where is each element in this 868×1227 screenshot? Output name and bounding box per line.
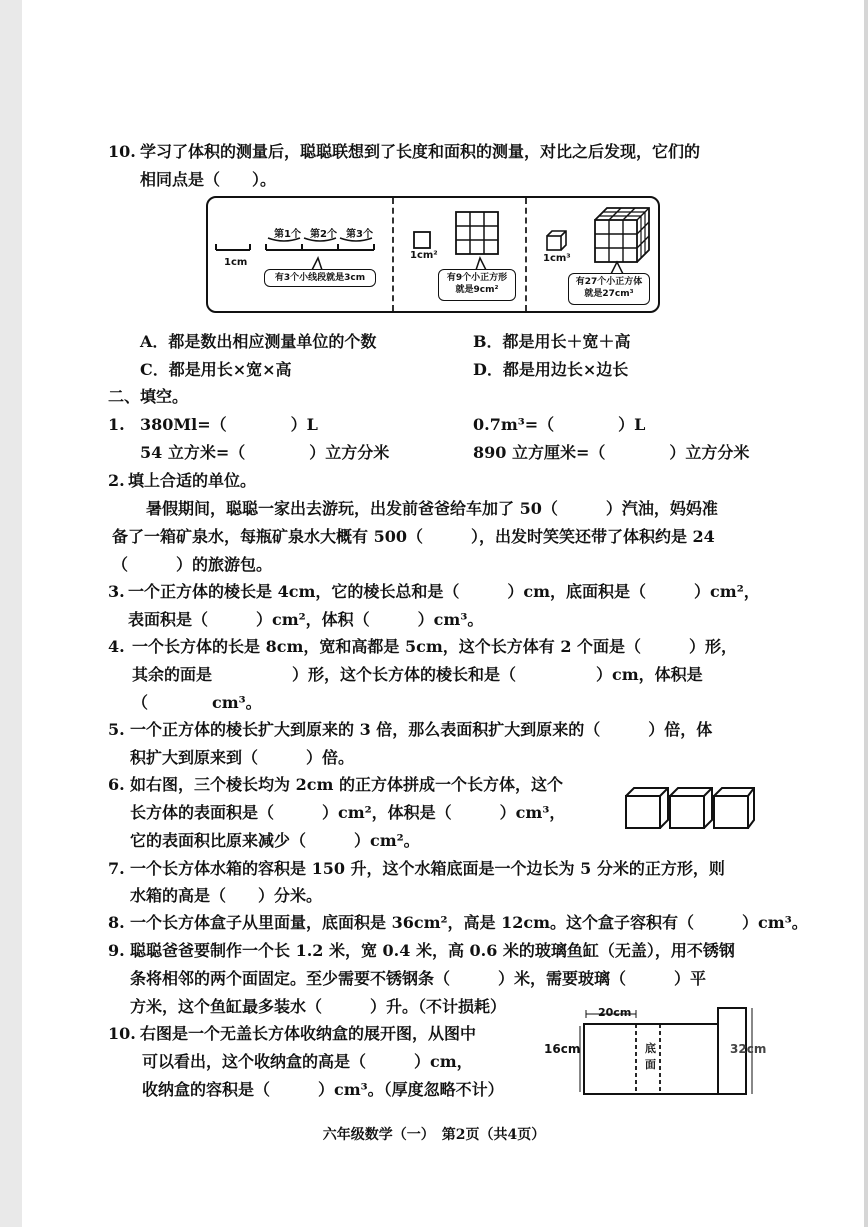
measurement-comparison-figure xyxy=(206,196,660,313)
question-text: 右图是一个无盖长方体收纳盒的展开图，从图中 xyxy=(140,1024,477,1043)
question-text: 备了一箱矿泉水，每瓶矿泉水大概有 500（ ），出发时笑笑还带了体积约是 24 xyxy=(112,527,715,546)
dim-left-label: 16cm xyxy=(544,1042,581,1056)
question-text: 暑假期间，聪聪一家出去游玩，出发前爸爸给车加了 50（ ）汽油，妈妈准 xyxy=(146,499,718,518)
panel-divider xyxy=(392,198,395,311)
unit-1cm-label: 1cm xyxy=(224,257,248,268)
area-callout xyxy=(438,269,516,301)
question-text: 一个长方体水箱的容积是 150 升，这个水箱底面是一个边长为 5 分米的正方形，则 xyxy=(130,859,725,878)
question-number: 3. xyxy=(108,582,125,601)
segment-label-1: 第1个 xyxy=(274,229,301,240)
page-footer: 六年级数学（一） 第2页（共4页） xyxy=(322,1127,546,1143)
question-number: 4. xyxy=(108,637,125,656)
conversion-b: 0.7m³=（ ）L xyxy=(473,415,646,434)
question-text: 如右图，三个棱长均为 2cm 的正方体拼成一个长方体，这个 xyxy=(130,775,563,794)
question-text: 学习了体积的测量后，聪聪联想到了长度和面积的测量，对比之后发现，它们的 xyxy=(140,142,701,161)
question-text: 一个正方体的棱长扩大到原来的 3 倍，那么表面积扩大到原来的（ ）倍，体 xyxy=(130,720,713,739)
question-number: 1. xyxy=(108,415,125,434)
face-label-1: 底 xyxy=(645,1042,656,1055)
question-text: 一个长方体的长是 8cm，宽和高都是 5cm，这个长方体有 2 个面是（ ）形， xyxy=(132,637,738,656)
option-b: B．都是用长＋宽＋高 xyxy=(473,332,631,351)
question-text: 它的表面积比原来减少（ ）cm²。 xyxy=(130,831,420,850)
question-number: 10. xyxy=(108,142,136,161)
length-diagram xyxy=(208,198,388,308)
question-text: 可以看出，这个收纳盒的高是（ ）cm， xyxy=(142,1052,473,1071)
section-title: 二、填空。 xyxy=(108,387,189,406)
option-a: A．都是数出相应测量单位的个数 xyxy=(140,332,377,351)
length-callout: 有3个小线段就是3cm xyxy=(264,269,376,287)
question-number: 5. xyxy=(108,720,125,739)
volume-callout xyxy=(568,273,650,305)
question-text: 长方体的表面积是（ ）cm²，体积是（ ）cm³， xyxy=(130,803,566,822)
question-number: 10. xyxy=(108,1024,136,1043)
three-cubes-figure xyxy=(624,784,764,834)
conversion-d: 890 立方厘米=（ ）立方分米 xyxy=(473,443,750,462)
area-callout-line1: 有9个小正方形 xyxy=(446,273,508,283)
question-text: 其余的面是 ）形，这个长方体的棱长和是（ ）cm，体积是 xyxy=(132,665,703,684)
scan-edge-right xyxy=(864,0,868,1227)
question-number: 6. xyxy=(108,775,125,794)
unit-1cm3-label: 1cm³ xyxy=(543,253,571,264)
question-text: 水箱的高是（ ）分米。 xyxy=(130,886,323,905)
question-text: （ ）的旅游包。 xyxy=(112,555,273,574)
volume-callout-line2: 就是27cm³ xyxy=(584,289,634,299)
segment-label-2: 第2个 xyxy=(310,229,337,240)
scan-edge-left xyxy=(0,0,22,1227)
question-text: 收纳盒的容积是（ ）cm³。（厚度忽略不计） xyxy=(142,1080,504,1099)
volume-callout-line1: 有27个小正方体 xyxy=(575,277,643,287)
question-text: （ cm³。 xyxy=(132,693,262,712)
question-number: 9. xyxy=(108,941,125,960)
conversion-a: 380Ml=（ ）L xyxy=(140,415,318,434)
question-text: 表面积是（ ）cm²，体积（ ）cm³。 xyxy=(128,610,484,629)
question-text: 填上合适的单位。 xyxy=(128,471,257,490)
dim-top-label: 20cm xyxy=(598,1006,632,1019)
question-text: 一个长方体盒子从里面量，底面积是 36cm²，高是 12cm。这个盒子容积有（ ）cm³。 xyxy=(130,913,808,932)
area-callout-line2: 就是9cm² xyxy=(455,285,499,295)
option-c: C．都是用长×宽×高 xyxy=(140,360,292,379)
question-text: 积扩大到原来到（ ）倍。 xyxy=(130,748,355,767)
segment-label-3: 第3个 xyxy=(346,229,373,240)
question-text: 一个正方体的棱长是 4cm，它的棱长总和是（ ）cm，底面积是（ ）cm²， xyxy=(128,582,760,601)
question-text: 条将相邻的两个面固定。至少需要不锈钢条（ ）米，需要玻璃（ ）平 xyxy=(130,969,707,988)
question-number: 2. xyxy=(108,471,125,490)
option-d: D．都是用边长×边长 xyxy=(473,360,629,379)
question-text: 相同点是（ ）。 xyxy=(140,170,277,189)
dim-right-label: 32cm xyxy=(730,1042,767,1056)
conversion-c: 54 立方米=（ ）立方分米 xyxy=(140,443,390,462)
question-number: 8. xyxy=(108,913,125,932)
face-label-2: 面 xyxy=(645,1058,656,1071)
question-text: 方米，这个鱼缸最多装水（ ）升。（不计损耗） xyxy=(130,997,507,1016)
question-number: 7. xyxy=(108,859,125,878)
unit-1cm2-label: 1cm² xyxy=(410,250,438,261)
question-text: 聪聪爸爸要制作一个长 1.2 米，宽 0.4 米，高 0.6 米的玻璃鱼缸（无盖），用不锈钢 xyxy=(130,941,735,960)
